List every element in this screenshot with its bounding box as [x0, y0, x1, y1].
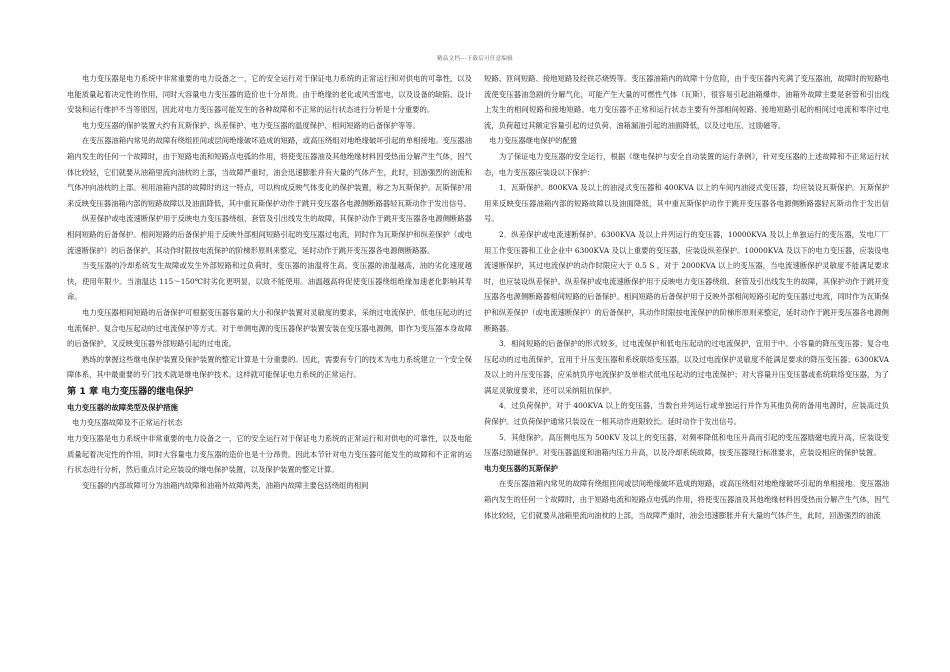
paragraph: 电力变压器是电力系统中非常重要的电力设备之一，它的安全运行对于保证电力系统的正常运行和对供电的可靠性，以及电能质量起着决定性的作用，同时大容量电力变压器的造价也是十分昂贵。因此本节针对电力变压器可能发生的故障和不正常的运行状态进行分析，然后重点讨论应装设的继电保护装置，以及保护装置的整定计算。 [67, 434, 472, 475]
subsection-title: 电力变压器继电保护的配置 [489, 136, 578, 146]
paragraph: 电力变压器相间短路的后备保护可根据变压器容量的大小和保护装置对灵敏度的要求，采纳过电流保护、低电压起动的过电流保护、复合电压起动的过电流保护等方式。对于单侧电源的变压器保护装置安装在变压器电源侧，即作为变压器本身故障的后备保护，又反映变压器外部短路引起的过电流。 [67, 307, 472, 349]
paragraph: 电力变压器是电力系统中非常重要的电力设备之一，它的安全运行对于保证电力系统的正常运行和对供电的可靠性，以及电能质量起着决定性的作用，同时大容量电力变压器的造价也十分昂贵。由于绝缘的老化或风雪雷电，以及设备的缺陷、设计安装和运行维护不当等原因，因此对电力变压器可能发生的各种故障和不正常的运行状态进行分析是十分重要的。 [67, 74, 472, 115]
subsection-title: 电力变压器故障及不正常运行状态 [72, 418, 183, 428]
list-item: 2．纵差保护或电流速断保护。6300KVA 及以上并列运行的变压器，10000KVA 及以上单独运行的变压器，发电厂厂用工作变压器和工业企业中 6300KVA 及以上重要的变压器，应装设纵差保护。10000KVA 及以下的电力变压器，应装设电流速断保护，其过电流保护的动作时限应大于 0.5 S 。对于 2000KVA 以上的变压器，当电流速断保护灵敏度不能满足要求时，也应装设纵差保护。纵差保护或电流速断保护用于反映电力变压器绕组、套管及引出线发生的故障，其保护动作于跳开变压器各电源侧断路器相间短路的后备保护。相间短路的后备保护用于反映外部相间短路引起的变压器过电流，同时作为瓦斯保护和纵差保护（或电流速断保护）的后备保护，其动作时限按电流保护的阶梯形原则来整定，延时动作于跳开变压器各电源侧断路器。 [484, 229, 889, 333]
list-item: 3．相间短路的后备保护的形式较多，过电流保护和低电压起动的过电流保护，宜用于中、小容量的降压变压器；复合电压起动的过电流保护，宜用于升压变压器和系统联络变压器，以及过电流保护灵敏度不能满足要求的降压变压器；6300KVA 及以上的升压变压器，应采纳负序电流保护及单相式低电压起动的过电流保护；对大容量升压变压器或系统联络变压器，为了满足灵敏度要求，还可以采纳阻抗保护。 [484, 339, 889, 395]
left-column [67, 71, 472, 666]
paragraph: 电力变压器的保护装置大约有瓦斯保护、纵差保护、电力变压器的温度保护、相间短路的后备保护等等。 [82, 120, 420, 130]
chapter-title: 第 1 章 电力变压器的继电保护 [67, 385, 194, 397]
section-title: 电力变压器的故障类型及保护措施 [67, 402, 178, 412]
list-item: 5．其他保护。高压侧电压为 500KV 及以上的变压器，对频率降低和电压升高而引起的变压器励磁电流升高，应装设变压器过励磁保护。对变压器温度和油箱内压力升高，以及冷却系统故障，按变压器现行标准要求，应装设相应的保护装置。 [484, 432, 889, 458]
paragraph: 在变压器油箱内常见的故障有绕组匝间或层间绝缘破坏造成的短路，或高压绕组对地绝缘破坏引起的单相接地。变压器油箱内发生的任何一个故障时，由于短路电流和短路点电弧的作用，将使变压器油及其他绝缘材料因受热而分解产生气体，因气体比较轻，它们就要从油箱里流向油枕的上部，当故障严重时，油会迅速膨胀并有大量的气体产生，此时，回游强烈的油流 [484, 479, 889, 520]
list-item: 4．过负荷保护。对于 400KVA 以上的变压器，当数台并列运行或单独运行并作为其他负荷的备用电源时，应装高过负荷保护。过负荷保护通常只装设在一相其动作进限较长。延时动作于发出信号。 [484, 401, 889, 427]
paragraph: 短路、匝间短路、接地短路及经铁芯烧毁等。变压器油箱内的故障十分危险，由于变压器内充满了变压器油，故障时的短路电流使变压器油急剧的分解气化，可能产生大量的可燃性气体（瓦斯），很容易引起油箱爆炸。油箱外故障主要是套管和引出线上发生的相间短路和接地短路。电力变压器不正常和运行状态主要有外部相间短路、接地短路引起的相间过电流和零序过电流，负荷超过其额定容量引起的过负荷、油箱漏油引起的油面降低，以及过电压、过励磁等。 [484, 74, 889, 130]
section-title: 电力变压器的瓦斯保护 [484, 463, 558, 473]
paragraph: 熟练的掌握这些继电保护装置及保护装置的整定计算是十分重要的。因此，需要有专门的技术为电力系统建立一个安全保障体系，其中最重要的专门技术就是继电保护技术。这样就可能保证电力系统的正常运行。 [67, 354, 472, 380]
paragraph: 纵差保护或电流速断保护用于反映电力变压器绕组、套管及引出线发生的故障，其保护动作于跳开变压器各电源侧断路器相间短路的后备保护。相间短路的后备保护用于反映外部相间短路引起的变压器过电流，同时作为瓦斯保护和纵差保护（或电流速断保护）的后备保护，其动作时限按电流保护的阶梯形原则来整定，延时动作于跳开变压器各电源侧断路器。 [67, 214, 472, 255]
paragraph: 在变压器油箱内常见的故障有绕组匝间或层间绝缘破坏造成的短路，或高压绕组对地绝缘破坏引起的单相接地。变压器油箱内发生的任何一个故障时，由于短路电流和短路点电弧的作用，将使变压器油及其他绝缘材料因受热而分解产生气体，因气体比较轻，它们就要从油箱里流向油枕的上部，当故障严重时，油会迅速膨胀并有大量的气体产生，此时，回游强烈的油流和气体冲向油枕的上部。利用油箱内部的故障时的这一特点，可以构成反映气体变化的保护装置，称之为瓦斯保护。瓦斯保护用来反映变压器油箱内部的短路故障以及油面降低，其中重瓦斯保护动作于跳开变压器各电源侧断路器轻瓦斯动作于发出信号。 [67, 136, 472, 208]
paragraph: 当变压器的冷却系统发生故障或发生外部短路和过负荷时，变压器的油温将生高。变压器的油温越高，油的劣化速度越快，使用年限少。当油温达 115～150℃时劣化更明显，以致不能使用。油温越高将促使变压器绕组绝缘加速老化影响其寿命。 [67, 261, 472, 302]
paragraph: 为了保证电力变压器的安全运行，根据《继电保护与安全自动装置的运行条例》，针对变压器的上述故障和不正常运行状态，电力变压器应装设以下保护： [484, 151, 889, 177]
paragraph: 变压器的内部故障可分为油箱内故障和油箱外故障两类，油箱内故障主要包括绕组的相间 [82, 480, 369, 490]
list-item: 1．瓦斯保护。800KVA 及以上的油浸式变压器和 400KVA 以上的车间内油浸式变压器，均应装设瓦斯保护。瓦斯保护用来反映变压器油箱内部的短路故障以及油面降低，其中重瓦斯保护动作于跳开变压器各电源侧断路器轻瓦斯动作于发出信号。 [484, 183, 889, 224]
right-column [484, 71, 889, 666]
page-header: 精品文档---下载后可任意编辑 [436, 56, 514, 62]
